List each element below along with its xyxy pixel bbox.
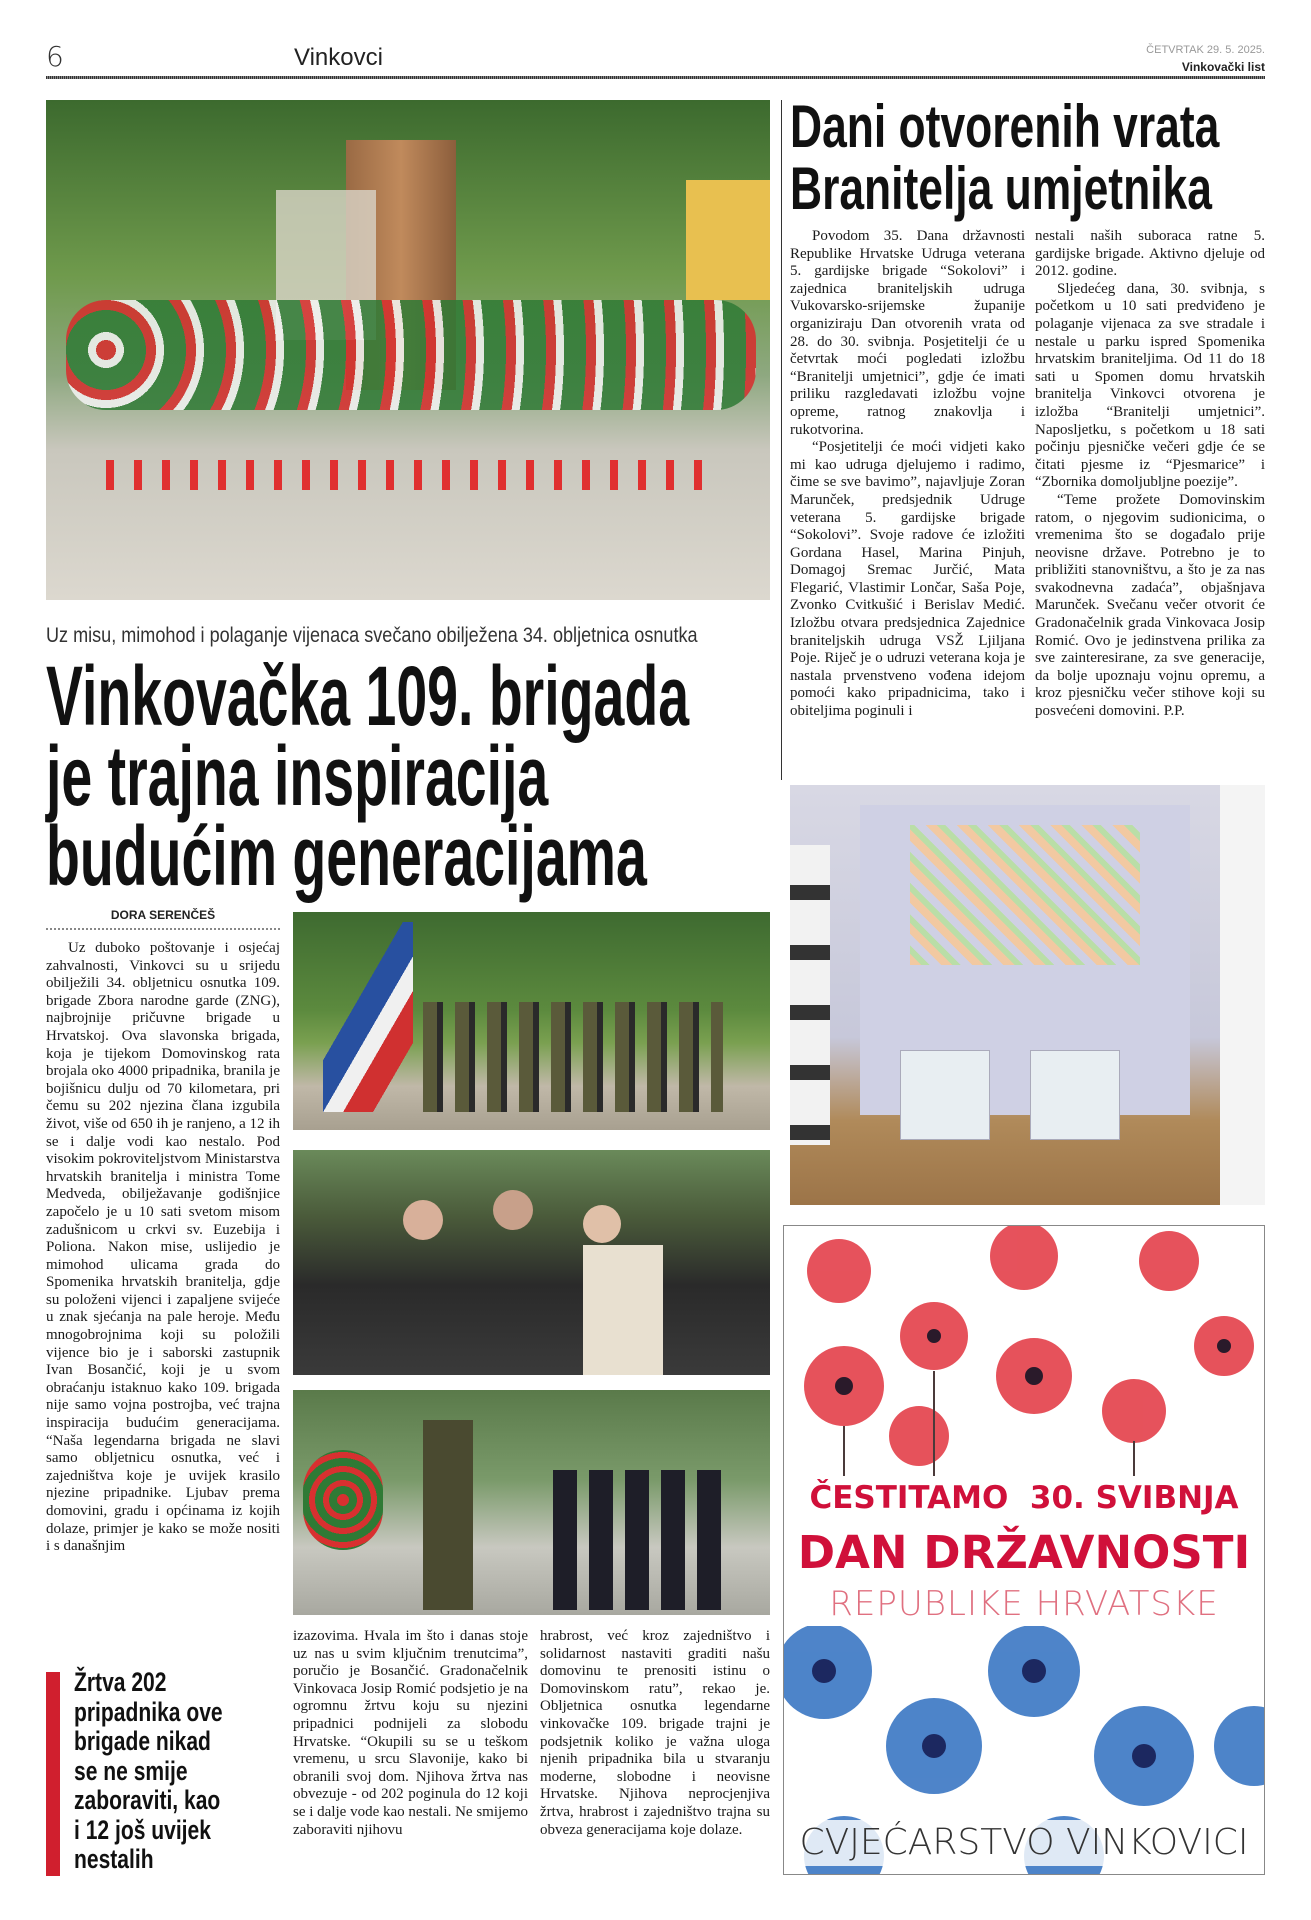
paragraph: izazovima. Hvala im što i danas stoje uz nas u svim ključnim trenutcima”, poručio je Bosančić. Gradonačelnik Vinkovaca Josip Romić podsjetio je na ogromnu žrtvu koju su njezini pripadnici podnijeli za slobodu Hrvatske. “Okupili su se u teškom vremenu, u srcu Slavonije, kako bi obranili svoj dom. Njihova žrtva nas obvezuje - od 202 poginula do 12 koji se i dalje vode kao nestali. Ne smijemo zaboraviti njihovu [293,1628,528,1838]
pull-quote-bar [46,1672,60,1876]
paragraph: Uz duboko poštovanje i osjećaj zahvalnosti, Vinkovci su u srijedu obilježili 34. obljetnicu osnutka 109. brigade Zbora narodne garde (ZNG), najbrojnije pričuvne brigade u Hrvatskoj. Ova slavonska brigada, koja je tijekom Domovinskog rata brojala oko 4000 pripadnika, branila je bojišnicu dulju od 70 kilometara, pri čemu su 202 njezina člana izgubila život, više od 650 ih je ranjeno, a 12 ih se i dalje vodi kao nestalo. Pod visokim pokroviteljstvom Ministarstva hrvatskih branitelja i ministra Tome Medveda, obilježavanje godišnjice započelo je u 10 sati svetom misom zadušnicom u crkvi sv. Euzebija i Poliona. Nakon mise, uslijedio je mimohod ulicama grada do Spomenika hrvatskih branitelja, gdje su položeni vijenci i zapaljene svijeće u znak sjećanja na pale heroje. Među mnogobrojnima koji su položili vijence bio je i saborski zastupnik Ivan Bosančić, koji je u svom obraćanju istaknuo kako 109. brigada nije samo vojna postrojba, već trajna inspiracija budućim generacijama. “Naša legendarna brigada ne slavi samo obljetnicu osnutka, već i zajedništva koje je uvijek krasilo njezine pripadnike. Ljubav prema domovini, gradu i općinama iz kojih dolaze, primjer je kako se može nositi i s današnjim [46,940,280,1555]
parade-photo [293,912,770,1130]
pull-quote-line: zaboraviti, kao [74,1785,221,1815]
side-article-col2 [1035,228,1265,721]
paragraph: Povodom 35. Dana državnosti Republike Hrvatske Udruga veterana 5. gardijske brigade “Sokolovi” i zajednica braniteljskih udruga Vukovarsko-srijemske županije organiziraju Dan otvorenih vrata od 28. do 30. svibnja. Posjetitelji će u četvrtak moći pogledati izložbu “Branitelji umjetnici”, gdje će imati priliku razgledavati izložbu vojne opreme, ratnog znakovlja i rukotvorina. [790,228,1025,438]
subtitle-text: Uz misu, mimohod i polaganje vijenaca svečano obilježena 34. obljetnica osnutka [46,624,698,647]
main-article-col1 [46,940,280,1556]
pull-quote-line: Žrtva 202 [74,1667,167,1697]
ad-subtitle: REPUBLIKE HRVATSKE [829,1584,1219,1624]
pull-quote-line: nestalih [74,1844,154,1874]
paragraph: Sljedećeg dana, 30. svibnja, s početkom u 10 sati predviđeno je polaganje vijenaca za sve stradale i nestale u parku ispred Spomenika hrvatskim braniteljima. Od 11 do 18 sati u Spomen domu hrvatskih branitelja Vinkovci otvorena je izložba “Branitelji umjetnici”. Naposljetku, s početkom u 18 sati počinju pjesničke večeri gdje će se čitati pjesme iz “Pjesmarice” i “Zbornika domoljubljne poezije”. [1035,280,1265,491]
side-article-headline [790,93,1311,222]
paragraph: “Teme prožete Domovinskim ratom, o njegovim sudionicima, o vremenima što se događalo prije neovisne države. Potrebno je to približiti stanovništvu, a što je za nas svakodnevna zadaća”, objašnjava Marunček. Svečanu večer otvorit će Gradonačelnik grada Vinkovaca Josip Romić. Ovo je jedinstvena prilika za sve zainteresirane, za sve generacije, da bolje upoznaju vojnu opremu, a kroz pjesničku večer stihove koji su posvećeni domovini. P.P. [1035,491,1265,720]
article-subtitle [46,624,804,648]
main-article-col3 [540,1628,770,1839]
ad-title: DAN DRŽAVNOSTI [797,1526,1251,1579]
headline-line: Vinkovačka 109. brigada [46,649,690,743]
headline-line: Dani otvorenih vrata [790,93,1220,160]
pull-quote-line: i 12 još uvijek [74,1814,211,1845]
pull-quote [74,1668,294,1875]
article-headline [46,649,1020,903]
ad-sponsor: CVJEĆARSTVO VINKOVICI [798,1820,1250,1866]
memorial-photo [46,100,770,600]
section-title: Vinkovci [294,44,383,71]
dignitaries-photo [293,1150,770,1375]
headline-line: budućim generacijama [46,809,647,903]
paragraph: hrabrost, već kroz zajedništvo i solidarnost nastaviti graditi našu domovinu te prenositi istinu o Domovinskom ratu”, rekao je. Obljetnica osnutka legendarne vinkovačke 109. brigade trajni je podsjetnik koliko je važna uloga njenih pripadnika bila u stvaranju moderne, slobodne i neovisne Hrvatske. Njihova neprocjenjiva žrtva, hrabrost i zajedništvo trajna su obveza generacijama koje dolaze. [540,1628,770,1838]
pull-quote-line: brigade nikad [74,1726,211,1756]
paragraph: nestali naših suboraca ratne 5. gardijske brigade. Aktivno djeluje od 2012. godine. [1035,228,1265,280]
paragraph: “Posjetitelji će moći vidjeti kako mi kao udruga djelujemo i radimo, čime se sve bavimo”, najavljuje Zoran Marunček, predsjednik Udruge veterana 5. gardijske brigade “Sokolovi”. Svoje radove će izložiti Gordana Hasel, Marina Pinjuh, Domagoj Sremac Jurčić, Mata Flegarić, Vlastimir Lončar, Saša Poje, Zvonko Cvitkušić i Berislav Medić. Izložbu otvara predsjednica Zajednice braniteljskih udruga VSŽ Ljiljana Poje. Riječ je o udruzi veterana koja je nastala prvenstveno vođena idejom pomoći kako pripadnicima, tako i obiteljima poginuli i [790,439,1025,720]
pull-quote-line: pripadnika ove [74,1696,223,1727]
header-rule [46,76,1265,79]
red-poppies-illustration [784,1226,1265,1476]
headline-line: Branitelja umjetnika [790,155,1212,222]
side-article-col1 [790,228,1025,721]
byline: DORA SERENČEŠ [46,908,280,930]
headline-line: je trajna inspiracija [46,729,549,823]
main-article-col2 [293,1628,528,1839]
page-number: 6 [46,40,64,73]
advertisement-statehood-day [783,1225,1265,1875]
wreath-laying-photo [293,1390,770,1615]
pull-quote-line: se ne smije [74,1755,188,1786]
paper-name: Vinkovački list [1181,60,1265,74]
issue-date: ČETVRTAK 29. 5. 2025. [1146,44,1265,56]
ad-greeting: ČESTITAMO 30. SVIBNJA [809,1480,1239,1516]
